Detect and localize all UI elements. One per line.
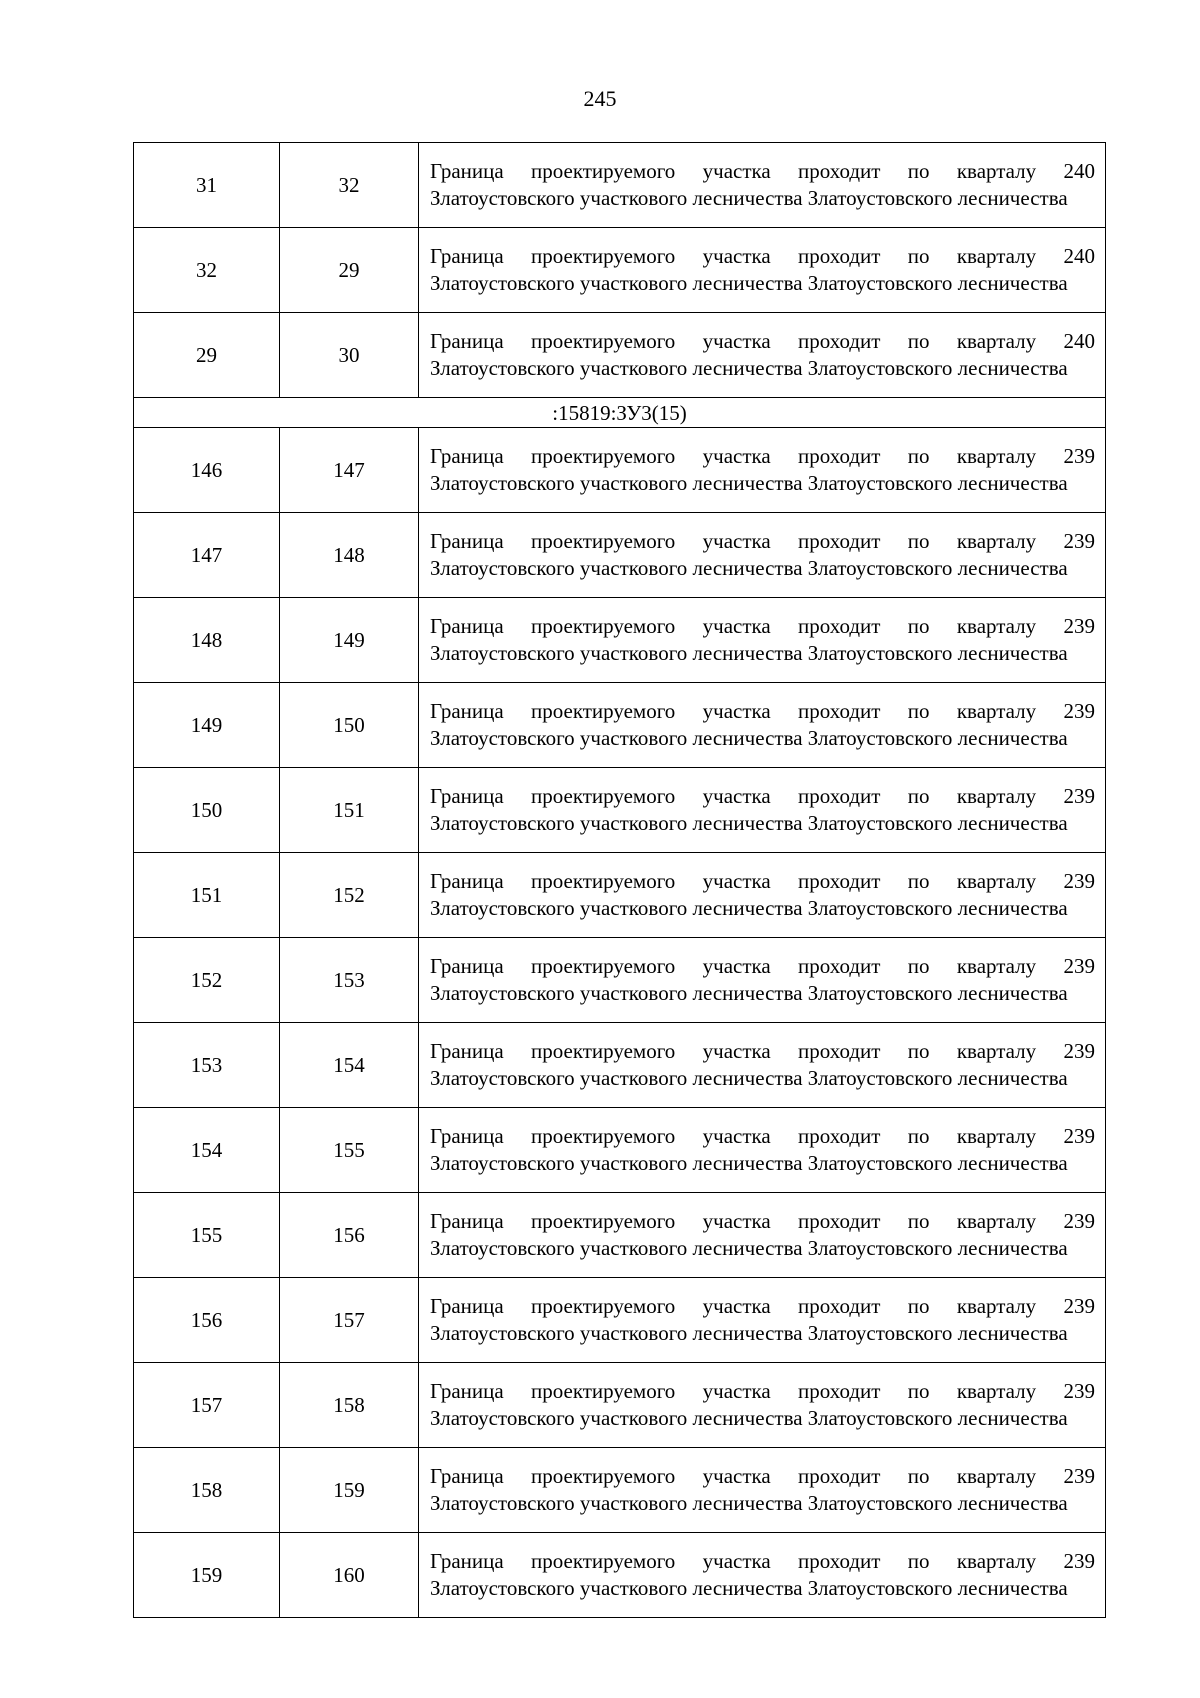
description-cell: Граница проектируемого участка проходит по кварталу 239 Златоустовского участкового лесничества Златоустовского лесничества <box>419 513 1106 598</box>
point-from-cell: 29 <box>134 313 280 398</box>
description-cell: Граница проектируемого участка проходит по кварталу 239 Златоустовского участкового лесничества Златоустовского лесничества <box>419 853 1106 938</box>
table-row <box>134 1023 1106 1108</box>
point-from-cell: 155 <box>134 1193 280 1278</box>
point-to-cell: 160 <box>280 1533 419 1618</box>
description-cell: Граница проектируемого участка проходит по кварталу 240 Златоустовского участкового лесничества Златоустовского лесничества <box>419 228 1106 313</box>
table-row <box>134 143 1106 228</box>
description-cell: Граница проектируемого участка проходит по кварталу 240 Златоустовского участкового лесничества Златоустовского лесничества <box>419 313 1106 398</box>
point-to-cell: 155 <box>280 1108 419 1193</box>
table-row <box>134 513 1106 598</box>
description-cell: Граница проектируемого участка проходит по кварталу 239 Златоустовского участкового лесничества Златоустовского лесничества <box>419 1363 1106 1448</box>
description-cell: Граница проектируемого участка проходит по кварталу 240 Златоустовского участкового лесничества Златоустовского лесничества <box>419 143 1106 228</box>
point-from-cell: 152 <box>134 938 280 1023</box>
point-to-cell: 150 <box>280 683 419 768</box>
point-from-cell: 151 <box>134 853 280 938</box>
section-title: :15819:ЗУ3(15) <box>134 398 1106 428</box>
point-from-cell: 148 <box>134 598 280 683</box>
table-row <box>134 853 1106 938</box>
table-body <box>134 143 1106 1618</box>
point-from-cell: 159 <box>134 1533 280 1618</box>
point-from-cell: 32 <box>134 228 280 313</box>
point-from-cell: 146 <box>134 428 280 513</box>
table-row <box>134 1533 1106 1618</box>
point-from-cell: 31 <box>134 143 280 228</box>
point-to-cell: 147 <box>280 428 419 513</box>
table-row <box>134 768 1106 853</box>
point-to-cell: 154 <box>280 1023 419 1108</box>
description-cell: Граница проектируемого участка проходит по кварталу 239 Златоустовского участкового лесничества Златоустовского лесничества <box>419 938 1106 1023</box>
description-cell: Граница проектируемого участка проходит по кварталу 239 Златоустовского участкового лесничества Златоустовского лесничества <box>419 1533 1106 1618</box>
table-row <box>134 228 1106 313</box>
table-row <box>134 1448 1106 1533</box>
point-from-cell: 158 <box>134 1448 280 1533</box>
point-from-cell: 149 <box>134 683 280 768</box>
point-from-cell: 156 <box>134 1278 280 1363</box>
description-cell: Граница проектируемого участка проходит по кварталу 239 Златоустовского участкового лесничества Златоустовского лесничества <box>419 1193 1106 1278</box>
description-cell: Граница проектируемого участка проходит по кварталу 239 Златоустовского участкового лесничества Златоустовского лесничества <box>419 768 1106 853</box>
description-cell: Граница проектируемого участка проходит по кварталу 239 Златоустовского участкового лесничества Златоустовского лесничества <box>419 683 1106 768</box>
point-to-cell: 159 <box>280 1448 419 1533</box>
point-from-cell: 153 <box>134 1023 280 1108</box>
table-row <box>134 1363 1106 1448</box>
point-to-cell: 151 <box>280 768 419 853</box>
table-row <box>134 598 1106 683</box>
table-row <box>134 1278 1106 1363</box>
point-to-cell: 30 <box>280 313 419 398</box>
description-cell: Граница проектируемого участка проходит по кварталу 239 Златоустовского участкового лесничества Златоустовского лесничества <box>419 1108 1106 1193</box>
point-to-cell: 32 <box>280 143 419 228</box>
boundary-table <box>133 142 1106 1618</box>
table-row <box>134 1108 1106 1193</box>
point-from-cell: 154 <box>134 1108 280 1193</box>
point-to-cell: 153 <box>280 938 419 1023</box>
table-row <box>134 313 1106 398</box>
point-to-cell: 148 <box>280 513 419 598</box>
point-from-cell: 157 <box>134 1363 280 1448</box>
point-from-cell: 150 <box>134 768 280 853</box>
description-cell: Граница проектируемого участка проходит по кварталу 239 Златоустовского участкового лесничества Златоустовского лесничества <box>419 598 1106 683</box>
description-cell: Граница проектируемого участка проходит по кварталу 239 Златоустовского участкового лесничества Златоустовского лесничества <box>419 428 1106 513</box>
description-cell: Граница проектируемого участка проходит по кварталу 239 Златоустовского участкового лесничества Златоустовского лесничества <box>419 1278 1106 1363</box>
table-row <box>134 1193 1106 1278</box>
point-to-cell: 157 <box>280 1278 419 1363</box>
point-from-cell: 147 <box>134 513 280 598</box>
point-to-cell: 158 <box>280 1363 419 1448</box>
point-to-cell: 29 <box>280 228 419 313</box>
table-row <box>134 683 1106 768</box>
section-header-row <box>134 398 1106 428</box>
table-row <box>134 938 1106 1023</box>
description-cell: Граница проектируемого участка проходит по кварталу 239 Златоустовского участкового лесничества Златоустовского лесничества <box>419 1448 1106 1533</box>
point-to-cell: 156 <box>280 1193 419 1278</box>
point-to-cell: 152 <box>280 853 419 938</box>
description-cell: Граница проектируемого участка проходит по кварталу 239 Златоустовского участкового лесничества Златоустовского лесничества <box>419 1023 1106 1108</box>
table-row <box>134 428 1106 513</box>
point-to-cell: 149 <box>280 598 419 683</box>
page-number: 245 <box>583 86 617 111</box>
